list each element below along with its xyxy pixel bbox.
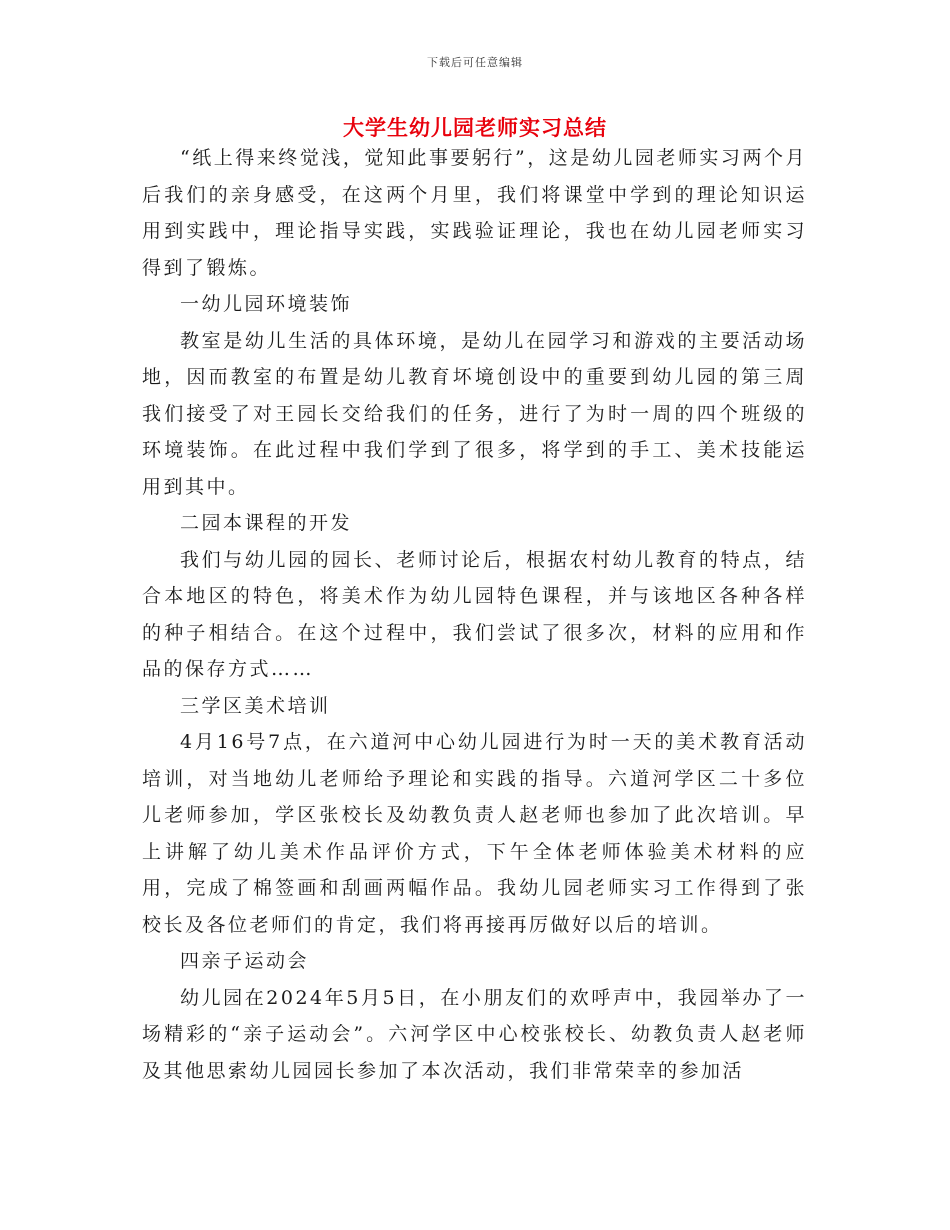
section-heading-training: 三学区美术培训 — [180, 694, 331, 717]
section-heading-curriculum: 二园本课程的开发 — [180, 512, 353, 534]
paragraph-intro: “纸上得来终觉浅，觉知此事要躬行”，这是幼儿园老师实习两个月后我们的亲身感受，在这两个月里，我们将课堂中学到的理论知识运用到实践中，理论指导实践，实践验证理论，我也在幼儿园老师实习得到了锻炼。 — [142, 147, 807, 279]
paragraph-curriculum: 我们与幼儿园的园长、老师讨论后，根据农村幼儿教育的特点，结合本地区的特色，将美术作为幼儿园特色课程，并与该地区各种各样的种子相结合。在这个过程中，我们尝试了很多次，材料的应用和作品的保存方式…… — [142, 548, 807, 680]
paragraph-environment: 教室是幼儿生活的具体环境，是幼儿在园学习和游戏的主要活动场地，因而教室的布置是幼儿教育坏境创设中的重要到幼儿园的第三周我们接受了对王园长交给我们的任务，进行了为时一周的四个班级的环境装饰。在此过程中我们学到了很多，将学到的手工、美术技能运用到其中。 — [142, 329, 807, 498]
document-title: 大学生幼儿园老师实习总结 — [343, 116, 607, 140]
paragraph-sports: 幼儿园在2024年5月5日，在小朋友们的欢呼声中，我园举办了一场精彩的“亲子运动会”。六河学区中心校张校长、幼教负责人赵老师及其他思索幼儿园园长参加了本次活动，我们非常荣幸的参加活 — [142, 986, 807, 1082]
section-heading-environment: 一幼儿园环境装饰 — [180, 293, 353, 315]
document-body — [142, 140, 807, 1089]
paragraph-training: 4月16号7点，在六道河中心幼儿园进行为时一天的美术教育活动培训，对当地幼儿老师给予理论和实践的指导。六道河学区二十多位儿老师参加，学区张校长及幼教负责人赵老师也参加了此次培训。早上讲解了幼儿美术作品评价方式，下午全体老师体验美术材料的应用，完成了棉签画和刮画两幅作品。我幼儿园老师实习工作得到了张校长及各位老师们的肯定，我们将再接再厉做好以后的培训。 — [142, 731, 807, 936]
section-heading-sports: 四亲子运动会 — [180, 950, 310, 972]
header-note: 下载后可任意编辑 — [427, 56, 523, 69]
